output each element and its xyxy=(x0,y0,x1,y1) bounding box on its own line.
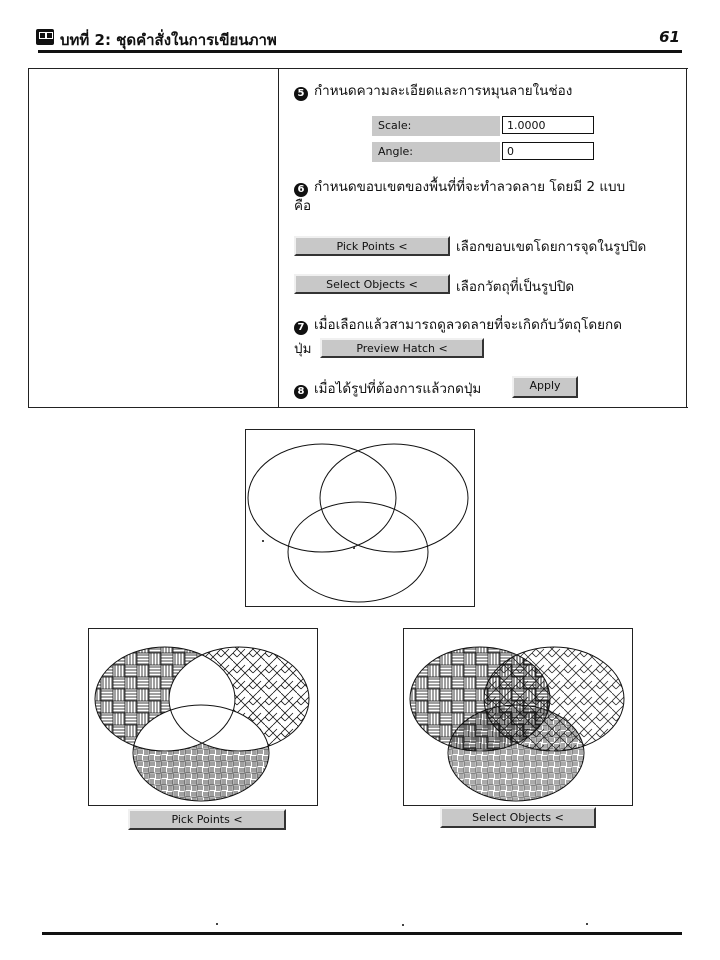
step-7-text-line1: เมื่อเลือกแล้วสามารถดูลวดลายที่จะเกิดกับวัตถุโดยกด xyxy=(314,317,622,333)
step-5 xyxy=(294,82,572,101)
circle-left xyxy=(248,444,396,552)
scan-speck xyxy=(262,540,264,542)
header-rule xyxy=(38,50,682,53)
step-6-text-line1: กำหนดขอบเขตของพื้นที่ที่จะทำลวดลาย โดยมี 2 แบบ xyxy=(314,179,626,195)
select-objects-button[interactable]: Select Objects < xyxy=(294,274,450,294)
footer-rule xyxy=(42,932,682,935)
venn-outline-figure xyxy=(245,429,475,607)
step-6-text-line2: คือ xyxy=(294,198,312,214)
instruction-frame xyxy=(28,68,688,408)
pick-points-description: เลือกขอบเขตโดยการจุดในรูปปิด xyxy=(456,239,647,255)
scale-input[interactable]: 1.0000 xyxy=(502,116,594,134)
scale-row xyxy=(372,116,598,138)
venn-pick-points-figure xyxy=(88,628,318,806)
angle-label: Angle: xyxy=(372,142,500,162)
step-6-number: 6 xyxy=(294,183,308,197)
angle-row xyxy=(372,142,598,164)
scan-speck xyxy=(216,923,218,925)
pick-points-button[interactable]: Pick Points < xyxy=(294,236,450,256)
circle-right xyxy=(320,444,468,552)
chapter-icon xyxy=(36,29,54,45)
step-7-number: 7 xyxy=(294,321,308,335)
frame-divider xyxy=(278,68,279,408)
step-7-prefix-row xyxy=(294,340,311,358)
scan-speck xyxy=(353,547,355,549)
step-5-number: 5 xyxy=(294,87,308,101)
scan-speck xyxy=(402,924,404,926)
frame-bottom-border xyxy=(28,407,688,408)
figure-select-objects-button[interactable]: Select Objects < xyxy=(440,807,596,828)
figure-pick-points-button[interactable]: Pick Points < xyxy=(128,809,286,830)
frame-top-border xyxy=(28,68,688,69)
step-6 xyxy=(294,178,682,215)
step-7 xyxy=(294,316,682,335)
page-header xyxy=(36,28,684,50)
step-5-text: กำหนดความละเอียดและการหมุนลายในช่อง xyxy=(314,83,573,99)
frame-left-border xyxy=(28,68,29,408)
step-7-prefix: ปุ่ม xyxy=(294,341,312,357)
scan-speck xyxy=(586,923,588,925)
scale-label: Scale: xyxy=(372,116,500,136)
step-8-number: 8 xyxy=(294,385,308,399)
circle-bottom xyxy=(288,502,428,602)
step-8-text: เมื่อได้รูปที่ต้องการแล้วกดปุ่ม xyxy=(314,381,482,397)
angle-input[interactable]: 0 xyxy=(502,142,594,160)
select-objects-description: เลือกวัตถุที่เป็นรูปปิด xyxy=(456,279,575,295)
frame-right-border xyxy=(686,68,687,408)
venn-select-objects-figure xyxy=(403,628,633,806)
apply-button[interactable]: Apply xyxy=(512,376,578,398)
page-number: 61 xyxy=(659,28,680,46)
preview-hatch-button[interactable]: Preview Hatch < xyxy=(320,338,484,358)
chapter-title: บทที่ 2: ชุดคำสั่งในการเขียนภาพ xyxy=(60,31,277,49)
step-8 xyxy=(294,380,481,399)
